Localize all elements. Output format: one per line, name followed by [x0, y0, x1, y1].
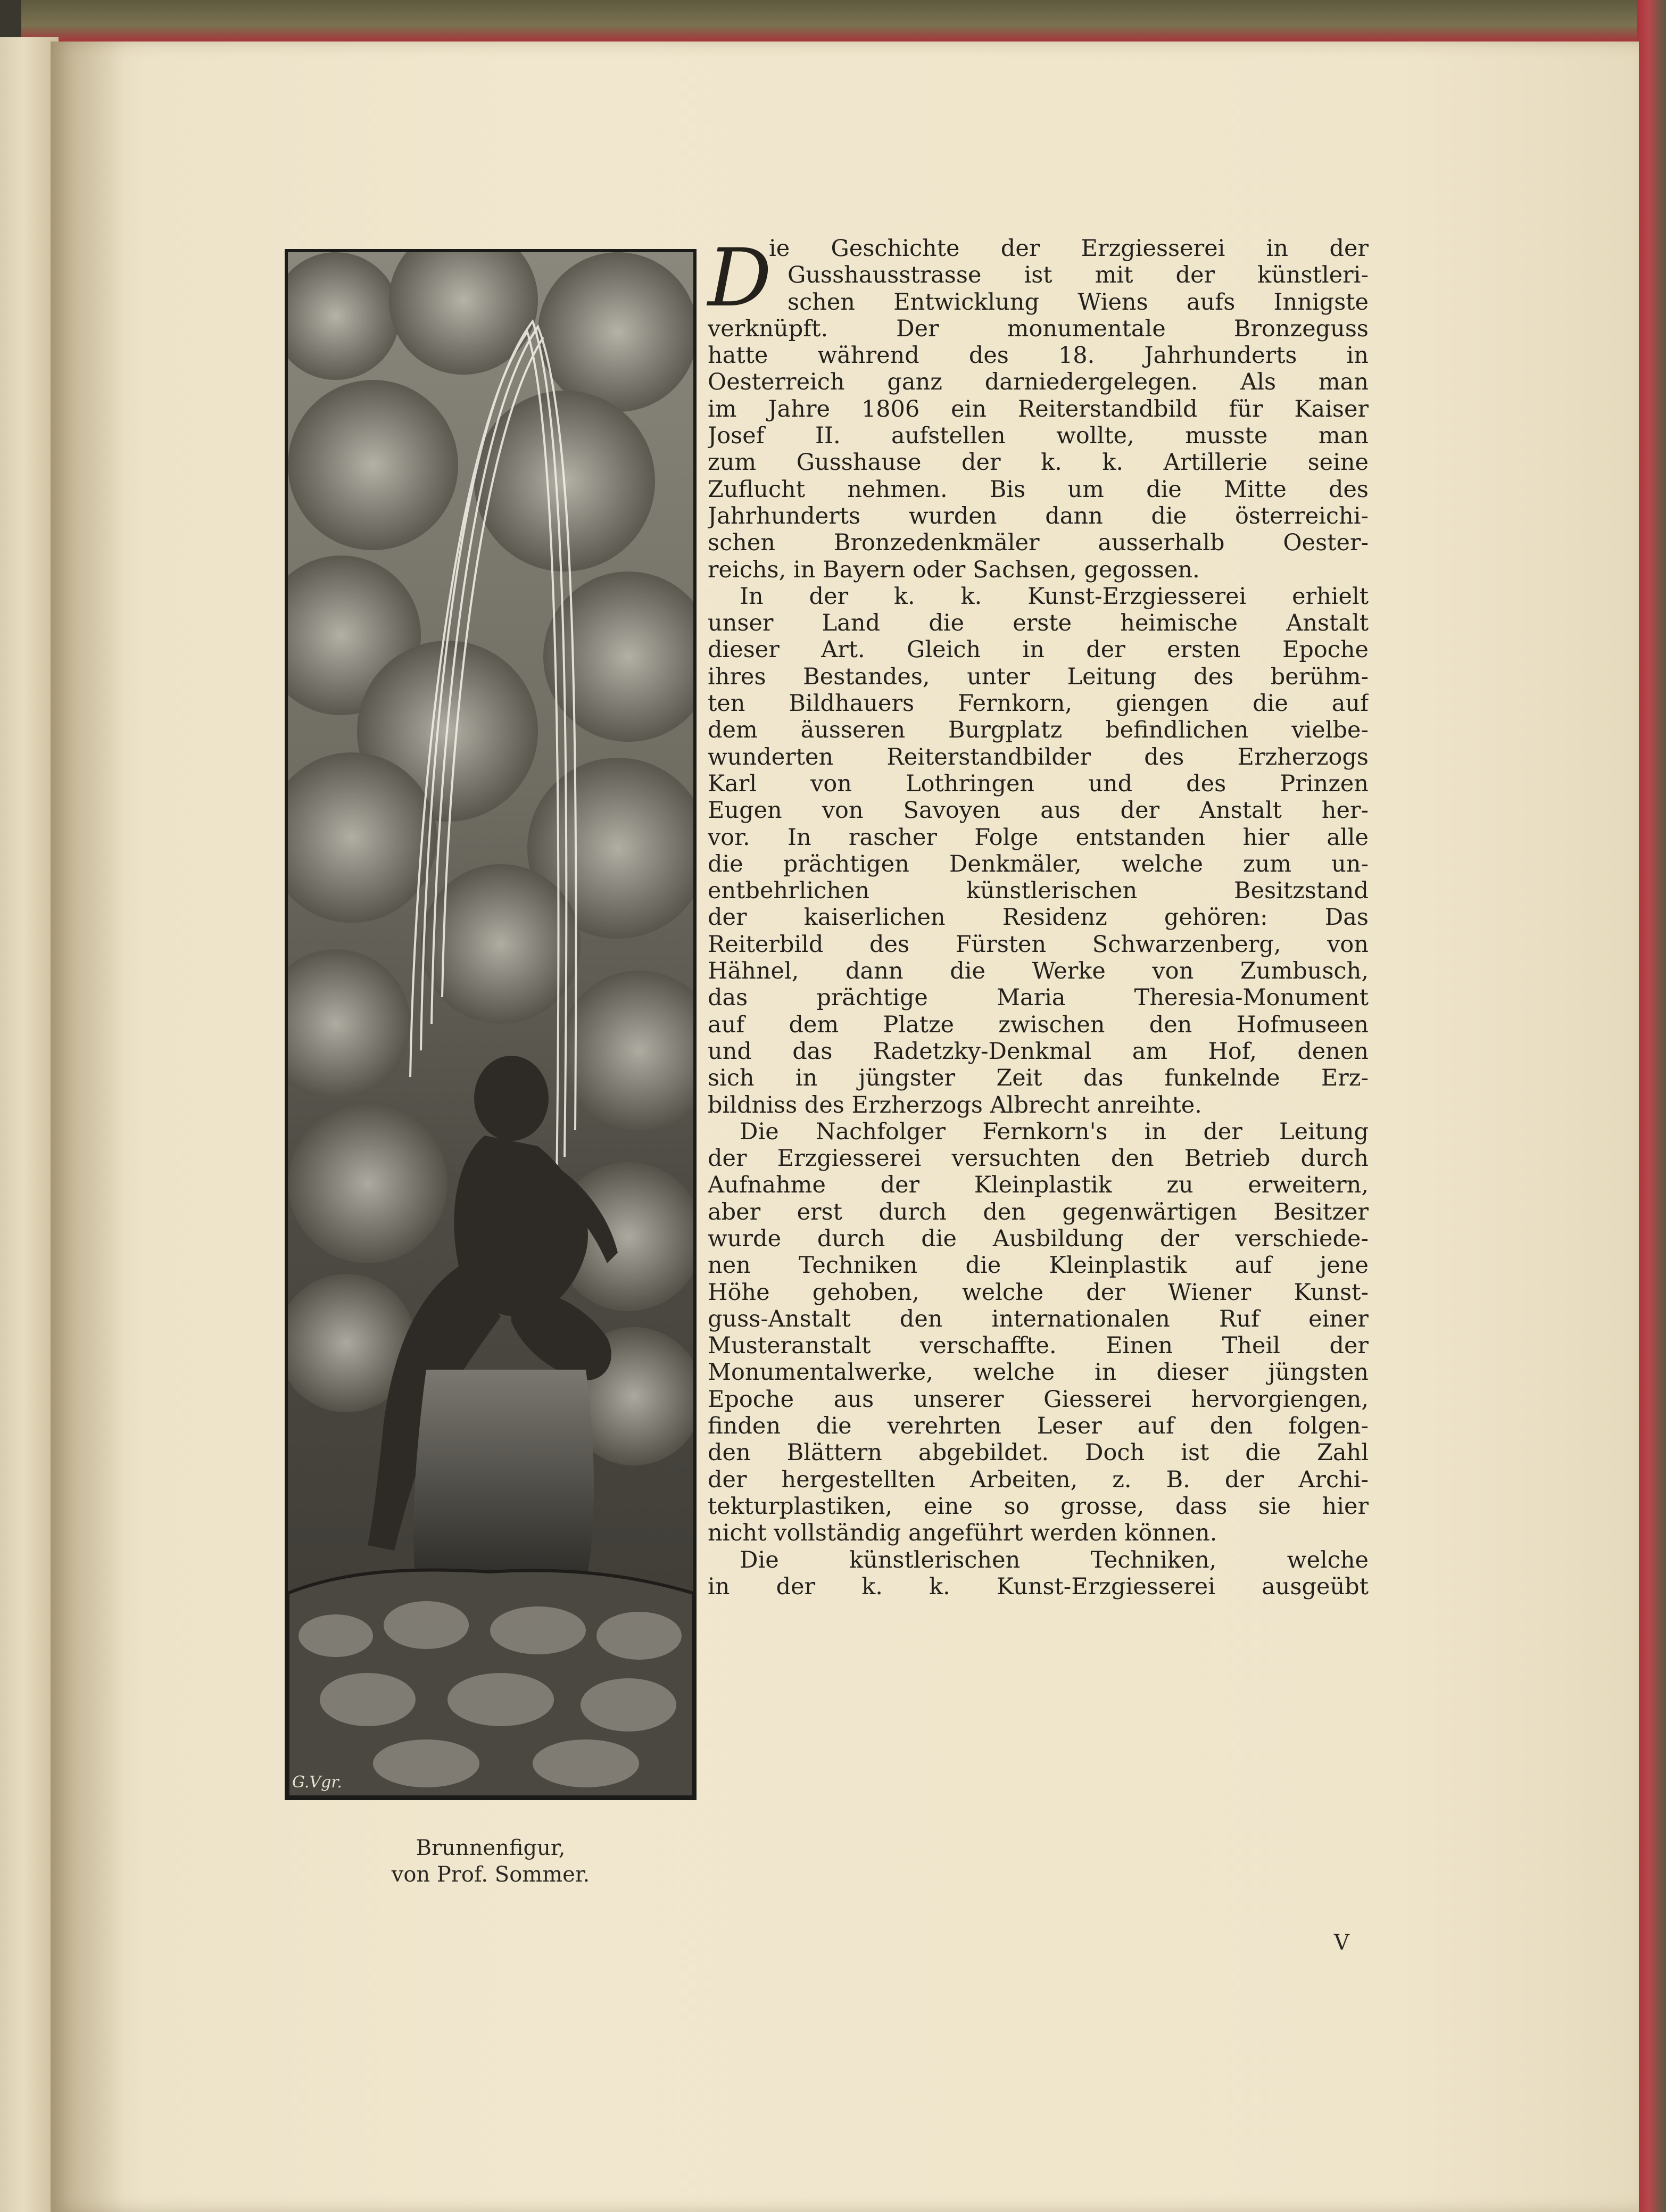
text-line: nicht vollständig angeführt werden können.: [708, 1520, 1217, 1547]
text-line: aber erst durch den gegenwärtigen Besitzer: [708, 1198, 1369, 1225]
text-line: der Erzgiesserei versuchten den Betrieb durch: [708, 1145, 1369, 1172]
text-line: Musteranstalt verschaffte. Einen Theil der: [708, 1332, 1369, 1360]
text-line: ie Geschichte der Erzgiesserei in der: [769, 235, 1369, 262]
text-line: wunderten Reiterstandbilder des Erzherzogs: [708, 743, 1369, 771]
text-line: Aufnahme der Kleinplastik zu erweitern,: [708, 1172, 1369, 1199]
page-gutter-shadow: [51, 42, 125, 2212]
text-line: sich in jüngster Zeit das funkelnde Erz-: [708, 1065, 1369, 1092]
text-line: schen Entwicklung Wiens aufs Innigste: [788, 288, 1369, 316]
text-line: verknüpft. Der monumentale Bronzeguss: [708, 315, 1369, 342]
text-line: guss-Anstalt den internationalen Ruf einer: [708, 1305, 1369, 1332]
text-line: In der k. k. Kunst-Erzgiesserei erhielt: [740, 583, 1369, 610]
fountain-figure-photo: [285, 249, 697, 1800]
text-line: Die Nachfolger Fernkorn's in der Leitung: [740, 1118, 1369, 1145]
text-line: Epoche aus unserer Giesserei hervorgiengen,: [708, 1386, 1369, 1413]
text-line: Eugen von Savoyen aus der Anstalt her-: [708, 797, 1369, 824]
text-line: schen Bronzedenkmäler ausserhalb Oester-: [708, 529, 1369, 557]
text-line: ihres Bestandes, unter Leitung des berühm-: [708, 663, 1369, 690]
text-line: Josef II. aufstellen wollte, musste man: [708, 422, 1369, 450]
text-line: Jahrhunderts wurden dann die österreichi-: [708, 502, 1369, 529]
text-line: zum Gusshause der k. k. Artillerie seine: [708, 449, 1369, 476]
text-line: im Jahre 1806 ein Reiterstandbild für Kaiser: [708, 395, 1369, 422]
text-line: entbehrlichen künstlerischen Besitzstand: [708, 877, 1369, 905]
text-line: Hähnel, dann die Werke von Zumbusch,: [708, 958, 1369, 985]
text-line: der hergestellten Arbeiten, z. B. der Archi-: [708, 1466, 1369, 1493]
text-line: ten Bildhauers Fernkorn, giengen die auf: [708, 690, 1369, 717]
text-line: Die künstlerischen Techniken, welche: [740, 1546, 1369, 1573]
text-line: tekturplastiken, eine so grosse, dass sie hier: [708, 1493, 1369, 1520]
text-line: Oesterreich ganz darniedergelegen. Als man: [708, 369, 1369, 396]
text-line: unser Land die erste heimische Anstalt: [708, 610, 1369, 637]
text-line: Monumentalwerke, welche in dieser jüngsten: [708, 1359, 1369, 1386]
photo-signature: G.Vgr.: [292, 1773, 342, 1792]
text-line: Reiterbild des Fürsten Schwarzenberg, von: [708, 931, 1369, 958]
text-line: bildniss des Erzherzogs Albrecht anreihte.: [708, 1091, 1202, 1119]
book-cover-top-edge: [21, 0, 1666, 43]
drop-cap: D: [708, 232, 772, 325]
book-cover-right-edge: [1637, 0, 1666, 2212]
text-line: wurde durch die Ausbildung der verschiede-: [708, 1225, 1369, 1252]
text-line: hatte während des 18. Jahrhunderts in: [708, 342, 1369, 369]
body-text-column: [708, 232, 1369, 1600]
fountain-photo-image: [288, 252, 693, 1797]
text-line: dieser Art. Gleich in der ersten Epoche: [708, 636, 1369, 664]
text-line: Zuflucht nehmen. Bis um die Mitte des: [708, 476, 1369, 503]
text-line: und das Radetzky-Denkmal am Hof, denen: [708, 1038, 1369, 1065]
text-line: finden die verehrten Leser auf den folgen-: [708, 1413, 1369, 1440]
caption-line-2: von Prof. Sommer.: [391, 1862, 590, 1887]
page-number: V: [1334, 1931, 1349, 1955]
left-page-edge: [0, 37, 59, 2212]
text-line: den Blättern abgebildet. Doch ist die Zahl: [708, 1439, 1369, 1467]
text-line: Höhe gehoben, welche der Wiener Kunst-: [708, 1279, 1369, 1306]
text-line: dem äusseren Burgplatz befindlichen vielbe-: [708, 717, 1369, 744]
photo-caption: [285, 1835, 697, 1888]
text-line: in der k. k. Kunst-Erzgiesserei ausgeübt: [708, 1573, 1369, 1600]
text-line: Gusshausstrasse ist mit der künstleri-: [788, 262, 1369, 289]
text-line: Karl von Lothringen und des Prinzen: [708, 770, 1369, 797]
text-line: der kaiserlichen Residenz gehören: Das: [708, 904, 1369, 931]
text-line: vor. In rascher Folge entstanden hier alle: [708, 824, 1369, 851]
text-line: das prächtige Maria Theresia-Monument: [708, 984, 1369, 1012]
caption-line-1: Brunnenfigur,: [416, 1836, 566, 1860]
text-line: die prächtigen Denkmäler, welche zum un-: [708, 850, 1369, 877]
text-line: reichs, in Bayern oder Sachsen, gegossen.: [708, 556, 1200, 583]
text-line: auf dem Platze zwischen den Hofmuseen: [708, 1011, 1369, 1038]
text-line: nen Techniken die Kleinplastik auf jene: [708, 1252, 1369, 1279]
